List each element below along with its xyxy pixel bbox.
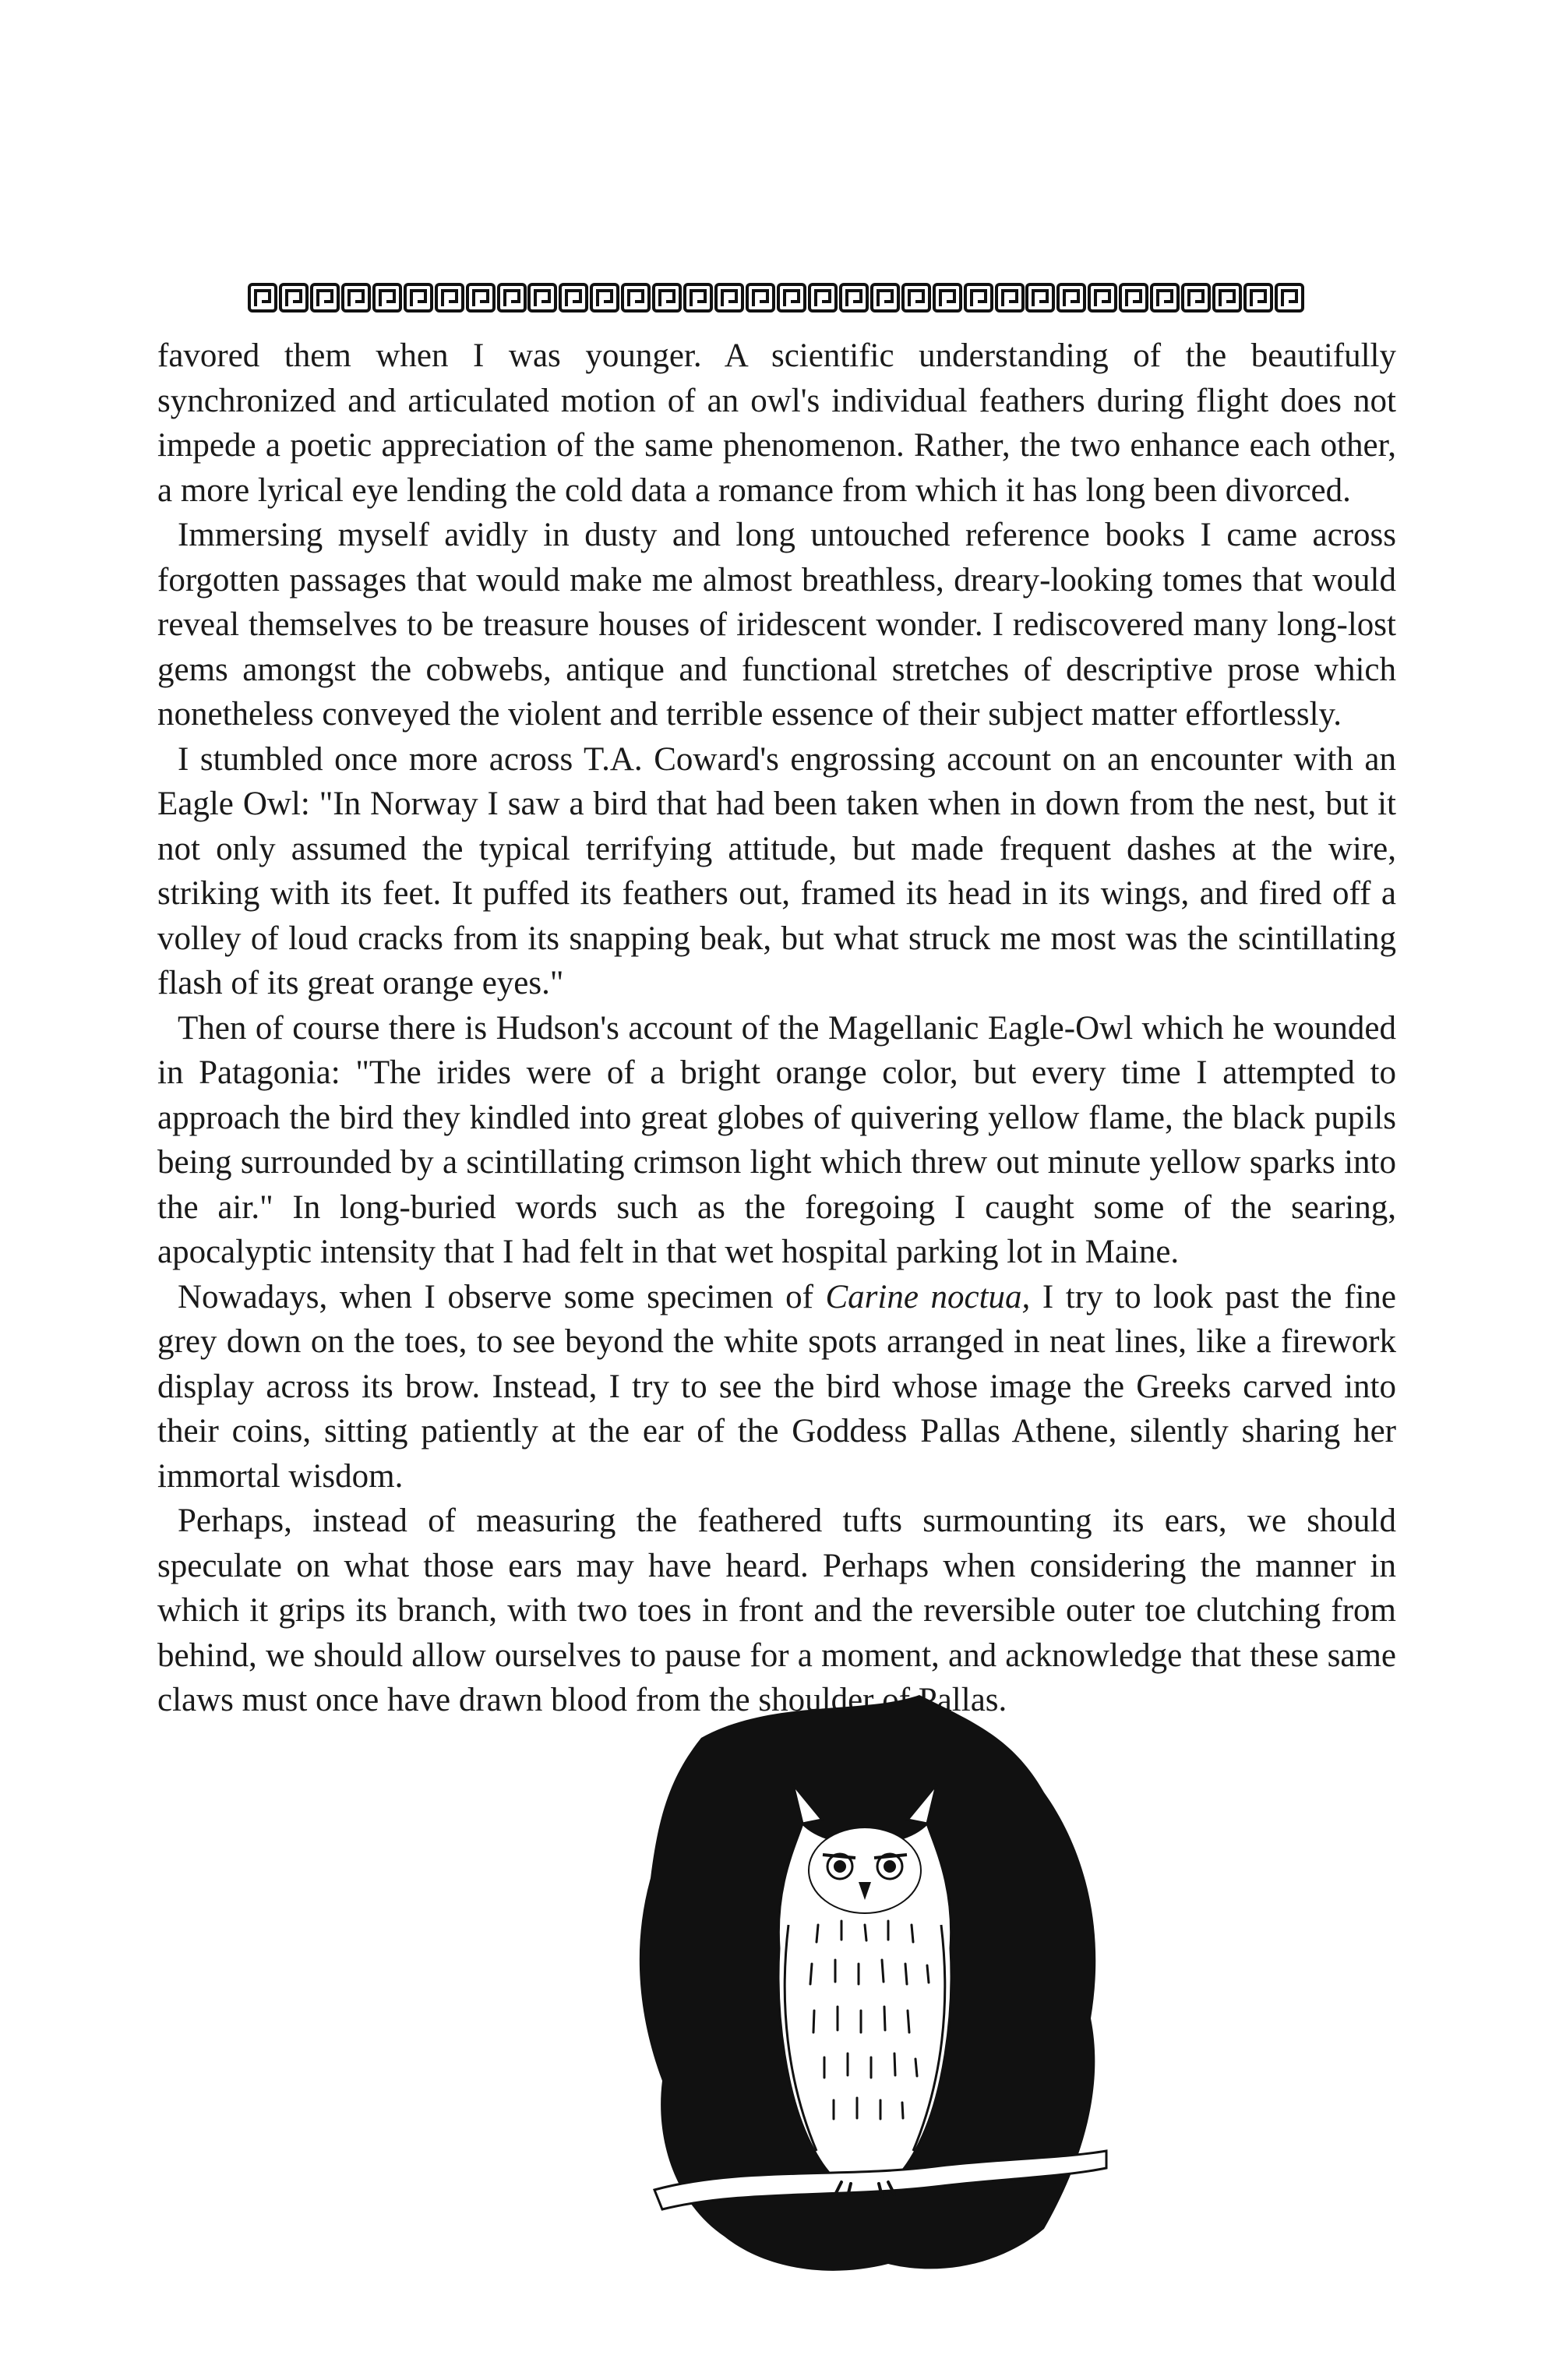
greek-key-square-icon [1181, 283, 1211, 313]
greek-key-square-icon [621, 283, 651, 313]
paragraph [157, 513, 1396, 737]
greek-key-square-icon [279, 283, 309, 313]
greek-key-square-icon [1243, 283, 1273, 313]
greek-key-square-icon [901, 283, 931, 313]
greek-key-square-icon [870, 283, 900, 313]
greek-key-square-icon [559, 283, 588, 313]
greek-key-square-icon [1088, 283, 1117, 313]
paragraph-text: Perhaps, instead of measuring the feathered tufts surmounting its ears, we should speculate on what those ears may have heard. Perhaps when considering the manner in which it grips its branch, with two toes in front and the reversible outer toe clutching from behind, we should allow ourselves to pause for a moment, and acknowledge that these same claws must once have drawn blood from the shoulder of Pallas. [157, 1503, 1396, 1718]
greek-key-square-icon [1025, 283, 1055, 313]
greek-key-square-icon [933, 283, 962, 313]
greek-key-square-icon [714, 283, 744, 313]
greek-key-border [248, 279, 1304, 316]
greek-key-square-icon [995, 283, 1025, 313]
paragraph [157, 1499, 1396, 1723]
greek-key-square-icon [839, 283, 869, 313]
paragraph-continuation [157, 334, 1396, 513]
greek-key-square-icon [404, 283, 433, 313]
greek-key-square-icon [1119, 283, 1148, 313]
greek-key-square-icon [527, 283, 557, 313]
greek-key-square-icon [1275, 283, 1304, 313]
greek-key-square-icon [1056, 283, 1086, 313]
greek-key-square-icon [590, 283, 619, 313]
greek-key-square-icon [372, 283, 402, 313]
owl-on-branch-illustration [608, 1691, 1122, 2283]
greek-key-square-icon [683, 283, 713, 313]
paragraph-text: I stumbled once more across T.A. Coward's engrossing account on an encounter with an Eagle Owl: "In Norway I saw a bird that had been taken when in down from the nest, but it not only assumed the typical terrifying attitude, but made frequent dashes at the wire, striking with its feet. It puffed its feathers out, framed its head in its wings, and fired off a volley of loud cracks from its snapping beak, but what struck me most was the scintillating flash of its great orange eyes." [157, 740, 1396, 1001]
greek-key-square-icon [808, 283, 838, 313]
paragraph-text: Nowadays, when I observe some specimen of [178, 1278, 826, 1315]
greek-key-square-icon [964, 283, 993, 313]
greek-key-square-icon [777, 283, 806, 313]
paragraph [157, 737, 1396, 1006]
paragraph-text: Immersing myself avidly in dusty and long untouched reference books I came across forgotten passages that would make me almost breathless, dreary-looking tomes that would reveal themselves to be treasure houses of iridescent wonder. I rediscovered many long-lost gems amongst the cobwebs, antique and functional stretches of descriptive prose which nonetheless conveyed the violent and terrible essence of their subject matter effortlessly. [157, 517, 1396, 733]
body-text [157, 334, 1396, 1723]
greek-key-square-icon [466, 283, 496, 313]
greek-key-square-icon [1150, 283, 1180, 313]
greek-key-square-icon [497, 283, 527, 313]
paragraph-text: Then of course there is Hudson's account of the Magellanic Eagle-Owl which he wounded in Patagonia: "The irides were of a bright orange color, but every time I attempted to approach the bird they kindled into great globes of quivering yellow flame, the black pupils being surrounded by a scintillating crimson light which threw out minute yellow sparks into the air." In long-buried words such as the foregoing I caught some of the searing, apocalyptic intensity that I had felt in that wet hospital parking lot in Maine. [157, 1009, 1396, 1270]
owl-facial-disc [809, 1827, 921, 1913]
paragraph-text: favored them when I was younger. A scientific understanding of the beautifully synchronized and articulated motion of an owl's individual feathers during flight does not impede a poetic appreciation of the same phenomenon. Rather, the two enhance each other, a more lyrical eye lending the cold data a romance from which it has long been divorced. [157, 337, 1396, 509]
greek-key-square-icon [1212, 283, 1242, 313]
greek-key-square-icon [248, 283, 277, 313]
paragraph [157, 1275, 1396, 1499]
greek-key-square-icon [310, 283, 340, 313]
species-name: Carine noctua, [825, 1278, 1031, 1315]
greek-key-square-icon [435, 283, 464, 313]
greek-key-square-icon [746, 283, 775, 313]
greek-key-square-icon [652, 283, 682, 313]
greek-key-square-icon [341, 283, 371, 313]
paragraph-text: I try to look past the fine grey down on the toes, to see beyond the white spots arranged in neat lines, like a firework display across its brow. Instead, I try to see the bird whose image the Greeks carved into their coins, sitting patiently at the ear of the Goddess Pallas Athene, silently sharing her immortal wisdom. [157, 1278, 1396, 1495]
paragraph [157, 1006, 1396, 1275]
